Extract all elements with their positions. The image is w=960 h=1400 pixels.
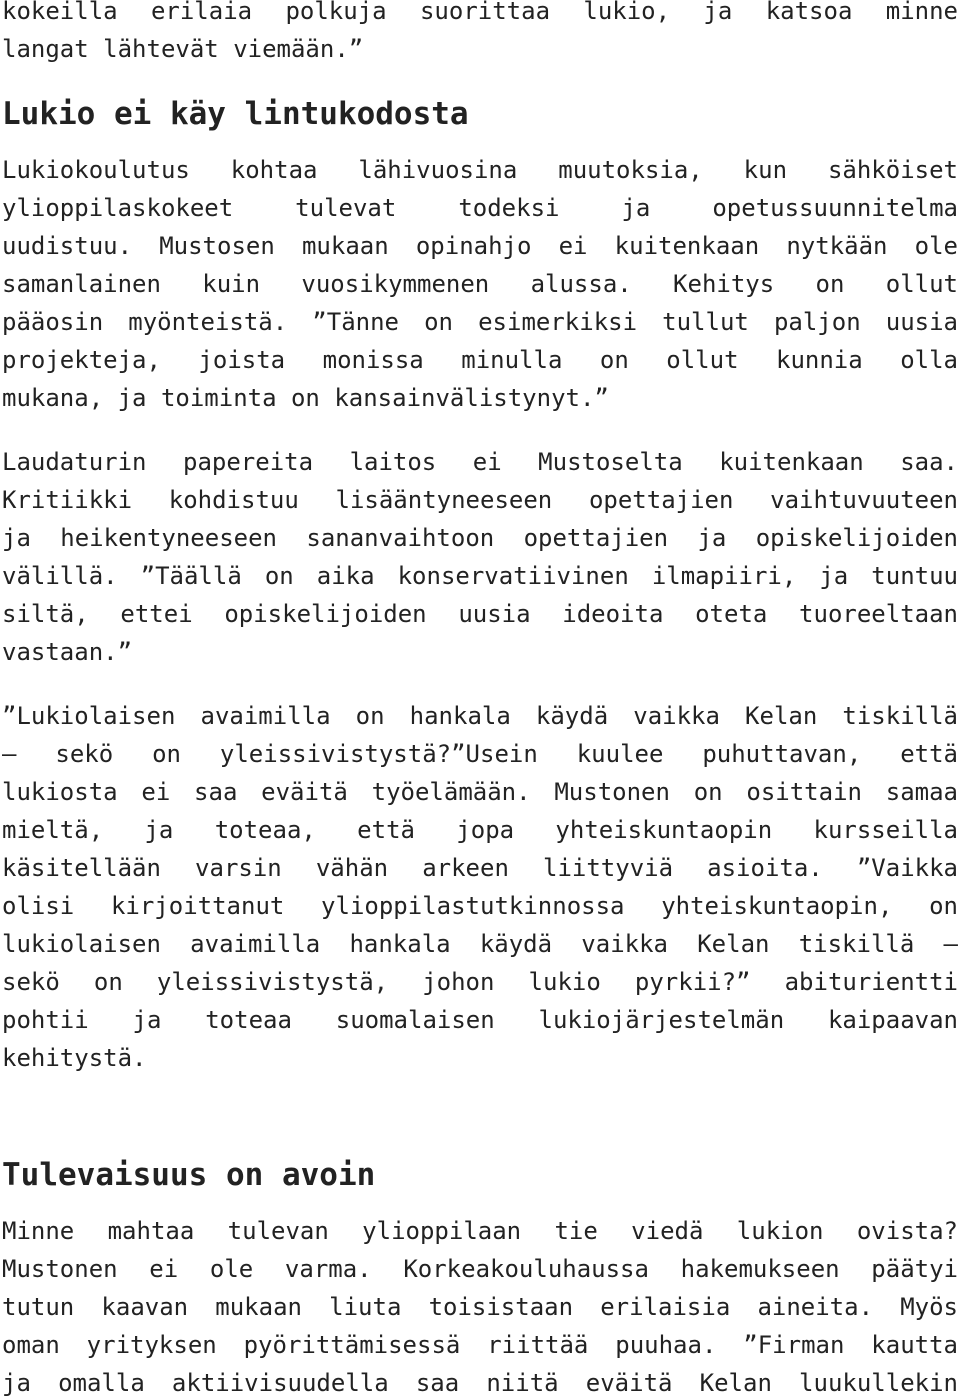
text-line: sekö on yleissivistystä, johon lukio pyrkii?” abiturientti [2, 968, 958, 996]
text-line: välillä. ”Täällä on aika konservatiivinen ilmapiiri, ja tuntuu [2, 562, 958, 590]
text-line: kokeilla erilaia polkuja suorittaa lukio, ja katsoa minne [2, 0, 958, 25]
text-line: ja omalla aktiivisuudella saa niitä eväitä Kelan luukullekin [2, 1369, 958, 1397]
text-line: mieltä, ja toteaa, että jopa yhteiskuntaopin kursseilla [2, 816, 958, 844]
text-line: projekteja, joista monissa minulla on ollut kunnia olla [2, 346, 958, 374]
text-line: Mustonen ei ole varma. Korkeakouluhaussa hakemukseen päätyi [2, 1255, 958, 1283]
text-line: vastaan.” [2, 638, 133, 666]
text-line: – sekö on yleissivistystä?”Usein kuulee puhuttavan, että [2, 740, 958, 768]
text-line: Laudaturin papereita laitos ei Mustoselta kuitenkaan saa. [2, 448, 958, 476]
text-line: lukiosta ei saa eväitä työelämään. Mustonen on osittain samaa [2, 778, 958, 806]
text-line: kehitystä. [2, 1044, 147, 1072]
text-line: mukana, ja toiminta on kansainvälistynyt.” [2, 384, 609, 412]
text-line: tutun kaavan mukaan liuta toisistaan erilaisia aineita. Myös [2, 1293, 958, 1321]
text-line: langat lähtevät viemään.” [2, 35, 364, 63]
text-line: Kritiikki kohdistuu lisääntyneeseen opettajien vaihtuvuuteen [2, 486, 958, 514]
section-heading: Tulevaisuus on avoin [2, 1157, 376, 1193]
text-line: oman yrityksen pyörittämisessä riittää puuhaa. ”Firman kautta [2, 1331, 958, 1359]
text-line: käsitellään varsin vähän arkeen liittyviä asioita. ”Vaikka [2, 854, 958, 882]
text-line: olisi kirjoittanut ylioppilastutkinnossa yhteiskuntaopin, on [2, 892, 958, 920]
text-line: samanlainen kuin vuosikymmenen alussa. Kehitys on ollut [2, 270, 958, 298]
text-line: Minne mahtaa tulevan ylioppilaan tie viedä lukion ovista? [2, 1217, 958, 1245]
text-line: Lukiokoulutus kohtaa lähivuosina muutoksia, kun sähköiset [2, 156, 958, 184]
text-line: pohtii ja toteaa suomalaisen lukiojärjestelmän kaipaavan [2, 1006, 958, 1034]
text-line: ja heikentyneeseen sananvaihtoon opettajien ja opiskelijoiden [2, 524, 958, 552]
text-line: ylioppilaskokeet tulevat todeksi ja opetussuunnitelma [2, 194, 958, 222]
text-line: ”Lukiolaisen avaimilla on hankala käydä vaikka Kelan tiskillä [2, 702, 958, 730]
text-line: lukiolaisen avaimilla hankala käydä vaikka Kelan tiskillä – [2, 930, 958, 958]
text-line: uudistuu. Mustosen mukaan opinahjo ei kuitenkaan nytkään ole [2, 232, 958, 260]
section-heading: Lukio ei käy lintukodosta [2, 96, 469, 132]
text-line: siltä, ettei opiskelijoiden uusia ideoita oteta tuoreeltaan [2, 600, 958, 628]
text-line: pääosin myönteistä. ”Tänne on esimerkiksi tullut paljon uusia [2, 308, 958, 336]
